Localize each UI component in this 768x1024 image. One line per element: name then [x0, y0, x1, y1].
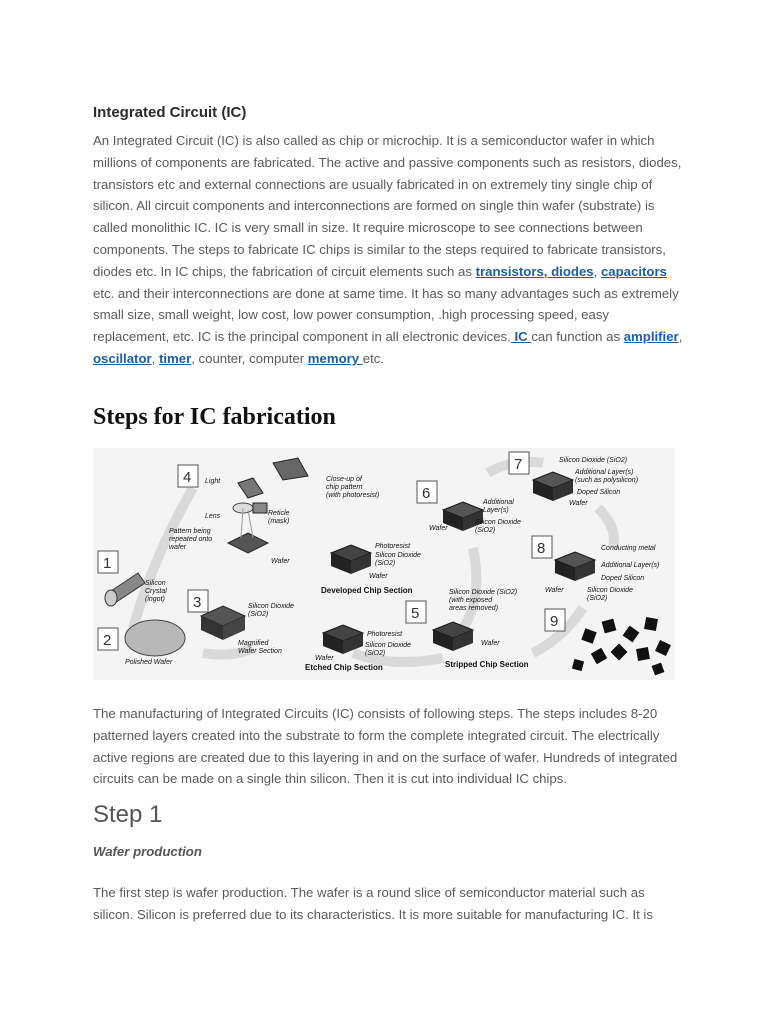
step-number-box [545, 609, 565, 631]
label-magnified: Wafer Section [238, 648, 282, 655]
label-sio2: (SiO2) [365, 650, 386, 657]
label-additional: Additional Layer(s) [601, 562, 660, 569]
label-crystal: Crystal [145, 588, 167, 595]
label-photoresist: Photoresist [367, 631, 403, 638]
link-memory[interactable]: memory [307, 350, 363, 366]
step-number: 8 [537, 540, 546, 557]
label-crystal: (ingot) [145, 596, 165, 603]
label-pattern: Pattern being [169, 528, 211, 535]
label-mask: (mask) [268, 518, 290, 525]
section-heading: Integrated Circuit (IC) [93, 104, 247, 121]
label-sio2: (SiO2) [475, 527, 496, 534]
link-diodes[interactable]: diodes [551, 263, 594, 279]
label-sio2-removed: Silicon Dioxide (SiO2) [449, 589, 518, 596]
label-sio2: Silicon Dioxide [475, 519, 521, 526]
label-sio2: (SiO2) [375, 560, 396, 567]
label-pattern: wafer [169, 544, 187, 551]
intro-text-3: can function as [531, 329, 624, 345]
intro-separator: , [543, 263, 552, 279]
cut-chips-illustration [572, 617, 671, 675]
developed-chip-illustration [331, 545, 371, 574]
flow-arrow [463, 548, 476, 628]
label-wafer: Wafer [369, 573, 388, 580]
label-etched-chip: Etched Chip Section [305, 663, 383, 672]
metal-layer-illustration [555, 552, 595, 581]
step-number: 4 [183, 469, 192, 486]
label-reticle: Reticle [268, 510, 290, 517]
step-number: 3 [193, 594, 202, 611]
steps-heading: Steps for IC fabrication [93, 404, 336, 430]
intro-separator: , [593, 263, 601, 279]
label-sio2: Silicon Dioxide [587, 587, 633, 594]
flow-arrow [133, 488, 193, 628]
link-timer[interactable]: timer [158, 350, 192, 366]
label-additional: Additional [483, 499, 514, 506]
intro-text-5: etc. [362, 350, 385, 366]
label-wafer: Wafer [429, 525, 448, 532]
link-transistors[interactable]: transistors [475, 263, 544, 279]
label-sio2-removed: (with exposed [449, 597, 493, 604]
step-number: 2 [103, 632, 112, 649]
step-number-box [188, 590, 208, 612]
step-subheading: Wafer production [93, 844, 202, 859]
doped-silicon-illustration [533, 472, 573, 501]
intro-separator: , [678, 329, 683, 345]
label-light: Light [205, 478, 221, 485]
label-additional: Layer(s) [483, 507, 509, 514]
link-capacitors[interactable]: capacitors [600, 263, 667, 279]
step-heading: Step 1 [93, 801, 163, 828]
link-oscillator[interactable]: oscillator [93, 350, 152, 366]
intro-text-4: , counter, computer [191, 350, 308, 366]
label-pattern: repeated onto [169, 536, 213, 543]
link-amplifier[interactable]: amplifier [623, 329, 679, 345]
label-photoresist: Photoresist [375, 543, 411, 550]
label-sio2-removed: areas removed) [449, 605, 499, 612]
label-wafer: Wafer [569, 500, 588, 507]
diagram-svg [93, 448, 675, 680]
label-wafer: Wafer [481, 640, 500, 647]
label-polished-wafer: Polished Wafer [125, 659, 173, 666]
label-conducting: Conducting metal [601, 545, 656, 552]
intro-separator: , [151, 350, 159, 366]
photolithography-illustration [228, 458, 308, 553]
label-stripped-chip: Stripped Chip Section [445, 660, 529, 669]
label-doped: Doped Silicon [601, 575, 645, 582]
label-sio2: Silicon Dioxide (SiO2) [559, 457, 628, 464]
step-number: 5 [411, 605, 420, 622]
step-number: 9 [550, 613, 559, 630]
label-sio2: (SiO2) [248, 611, 269, 618]
link-ic[interactable]: IC [510, 329, 532, 345]
step-number-box [406, 601, 426, 623]
label-additional: (such as polysilicon) [575, 477, 639, 484]
step-number-box [509, 452, 529, 474]
label-doped: Doped Silicon [577, 489, 621, 496]
ic-fabrication-diagram [93, 448, 675, 680]
step-number-box [98, 551, 118, 573]
intro-text-1: An Integrated Circuit (IC) is also called as chip or microchip. It is a semiconductor wafer in which millions of components are fabricated. The active and passive components such as resistors, diodes, transistors etc and external connections are usually fabricated in on extremely tiny single chip of silicon. All circuit components and interconnections are formed on single thin wafer (substrate) is called monolithic IC. IC is very small in size. It require microscope to see connections between components. The steps to fabricate IC chips is similar to the steps required to fabricate transistors, diodes etc. In IC chips, the fabrication of circuit elements such as [93, 133, 682, 279]
manufacturing-paragraph: The manufacturing of Integrated Circuits (IC) consists of following steps. The steps includes 8-20 patterned layers created into the substrate to form the complete integrated circuit. The electrically active regions are created due to this layering in and on the surface of wafer. Hundreds of integrated circuits can be made on a single thin silicon. Then it is cut into individual IC chips. [93, 706, 678, 787]
label-closeup: (with photoresist) [326, 492, 380, 499]
label-additional: Additional Layer(s) [575, 469, 634, 476]
label-closeup: chip pattern [326, 484, 363, 491]
label-wafer: Wafer [271, 558, 290, 565]
step-number-box [178, 465, 198, 487]
step-number: 7 [514, 456, 523, 473]
label-closeup: Close-up of [326, 476, 362, 483]
flow-arrow [598, 508, 614, 548]
label-wafer: Wafer [545, 587, 564, 594]
wafer-production-paragraph: The first step is wafer production. The wafer is a round slice of semiconductor material such as silicon. Silicon is preferred due to its characteristics. It is more suitable for manufacturing IC. It is [93, 885, 653, 922]
label-sio2: (SiO2) [587, 595, 608, 602]
intro-text-2: etc. and their interconnections are done at same time. It has so many advantages such as extremely small size, small weight, low cost, low power consumption, .high processing speed, easy replacement, etc. IC is the principal component in all electronic devices. [93, 285, 679, 345]
step-number: 1 [103, 555, 112, 572]
step-number: 6 [422, 485, 431, 502]
label-lens: Lens [205, 513, 221, 520]
polished-wafer-illustration [125, 620, 185, 656]
step-number-box [98, 628, 118, 650]
label-magnified: Magnified [238, 640, 269, 647]
label-crystal: Silicon [145, 580, 166, 587]
intro-paragraph [93, 130, 683, 370]
label-sio2: Silicon Dioxide [365, 642, 411, 649]
label-wafer: Wafer [315, 655, 334, 662]
step-number-box [417, 481, 437, 503]
label-sio2: Silicon Dioxide [375, 552, 421, 559]
label-sio2: Silicon Dioxide [248, 603, 294, 610]
step-number-box [532, 536, 552, 558]
label-developed-chip: Developed Chip Section [321, 586, 413, 595]
